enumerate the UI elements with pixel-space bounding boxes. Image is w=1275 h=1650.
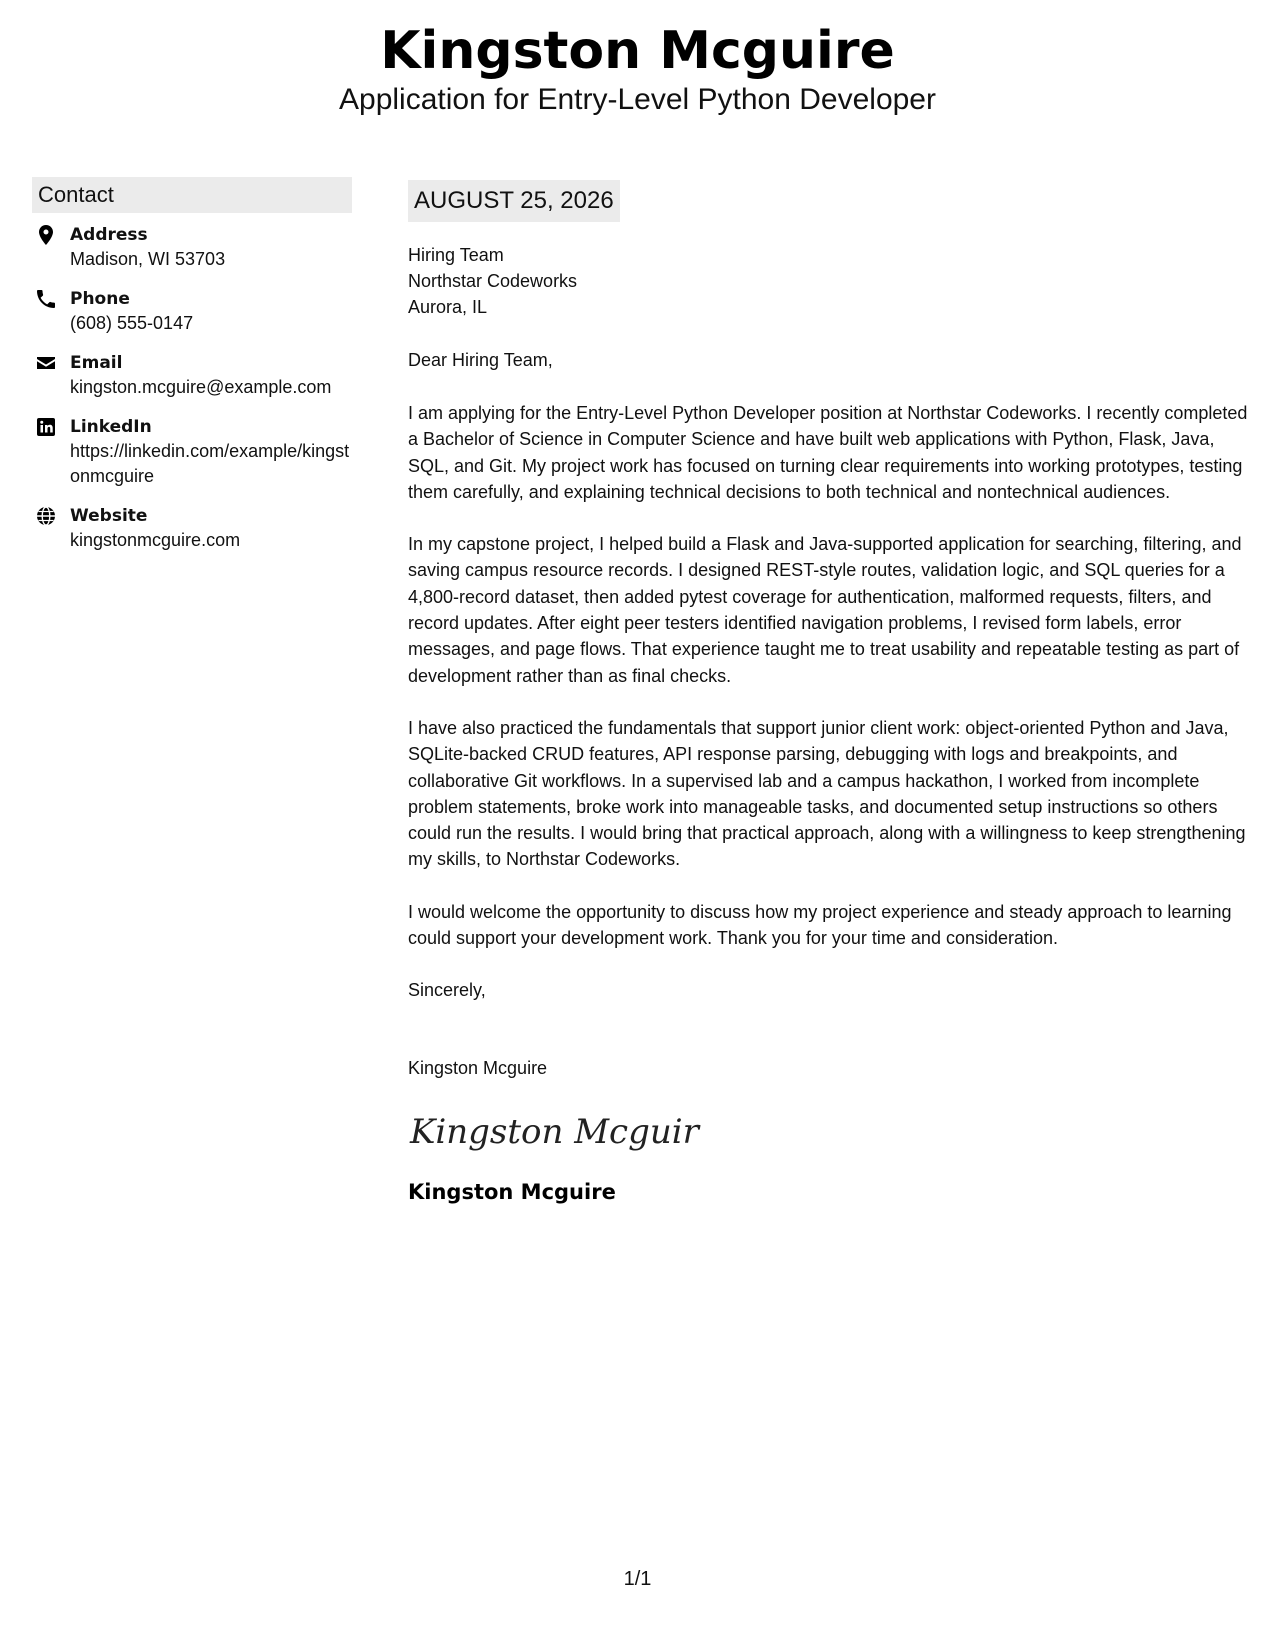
- phone-icon: [34, 287, 58, 311]
- body-paragraph: I am applying for the Entry-Level Python Developer position at Northstar Codeworks. I recently completed a Bachelor of Science in Computer Science and have built web applications with Python, Flask, Java, SQL, and Git. My project work has focused on turning clear requirements into working prototypes, testing them carefully, and explaining technical decisions to both technical and nontechnical audiences.: [408, 403, 1248, 502]
- address-label: Address: [70, 225, 148, 245]
- recipient-line: Aurora, IL: [408, 297, 488, 317]
- email-label: Email: [70, 353, 123, 373]
- letter-body: [408, 180, 1248, 1206]
- signer-name: Kingston Mcguire: [408, 1180, 616, 1205]
- applicant-name: Kingston Mcguire: [380, 21, 895, 81]
- linkedin-value[interactable]: https://linkedin.com/example/kingstonmcguire: [70, 441, 350, 486]
- phone-value: (608) 555-0147: [70, 313, 194, 333]
- website-label: Website: [70, 506, 148, 526]
- contact-item-linkedin: [32, 415, 352, 489]
- application-subtitle: Application for Entry-Level Python Developer: [339, 83, 936, 116]
- envelope-icon: [34, 351, 58, 375]
- body-paragraph: In my capstone project, I helped build a Flask and Java-supported application for searching, filtering, and saving campus resource records. I designed REST-style routes, validation logic, and SQL queries for a 4,800-record dataset, then added pytest coverage for authentication, malformed requests, filters, and record updates. After eight peer testers identified navigation problems, I revised form labels, error messages, and page flows. That experience taught me to treat usability and repeatable testing as part of development rather than as final checks.: [408, 534, 1242, 686]
- body-paragraph: I would welcome the opportunity to discuss how my project experience and steady approach to learning could support your development work. Thank you for your time and consideration.: [408, 901, 1232, 949]
- signature-text: Kingston Mcguir: [410, 1112, 699, 1153]
- location-pin-icon: [34, 223, 58, 247]
- recipient-line: Hiring Team: [408, 245, 504, 265]
- body-paragraph: I have also practiced the fundamentals that support junior client work: object-oriented Python and Java, SQLite-backed CRUD features, API response parsing, debugging with logs and breakpoints, and collaborative Git workflows. In a supervised lab and a campus hackathon, I worked from incomplete problem statements, broke work into manageable tasks, and documented setup instructions so others could run the results. I would bring that practical approach, along with a willingness to keep strengthening my skills, to Northstar Codeworks.: [408, 717, 1246, 870]
- closing: Sincerely,: [408, 980, 486, 1001]
- salutation: Dear Hiring Team,: [408, 350, 553, 370]
- letter-date: AUGUST 25, 2026: [408, 180, 620, 222]
- contact-item-phone: [32, 287, 352, 336]
- website-value[interactable]: kingstonmcguire.com: [70, 530, 241, 550]
- letter-header: [0, 20, 1275, 118]
- contact-item-website: [32, 504, 352, 553]
- email-value[interactable]: kingston.mcguire@example.com: [70, 377, 332, 397]
- contact-item-address: [32, 223, 352, 272]
- contact-heading: Contact: [32, 177, 352, 213]
- address-value: Madison, WI 53703: [70, 249, 226, 269]
- phone-label: Phone: [70, 289, 130, 309]
- contact-item-email: [32, 351, 352, 400]
- page-number: 1/1: [623, 1568, 652, 1590]
- recipient-line: Northstar Codeworks: [408, 271, 578, 291]
- recipient-block: [408, 242, 1248, 320]
- contact-sidebar: [32, 177, 352, 568]
- linkedin-icon: [34, 415, 58, 439]
- globe-icon: [34, 504, 58, 528]
- typed-name: Kingston Mcguire: [408, 1058, 548, 1079]
- linkedin-label: LinkedIn: [70, 417, 152, 437]
- signature: [408, 1101, 699, 1161]
